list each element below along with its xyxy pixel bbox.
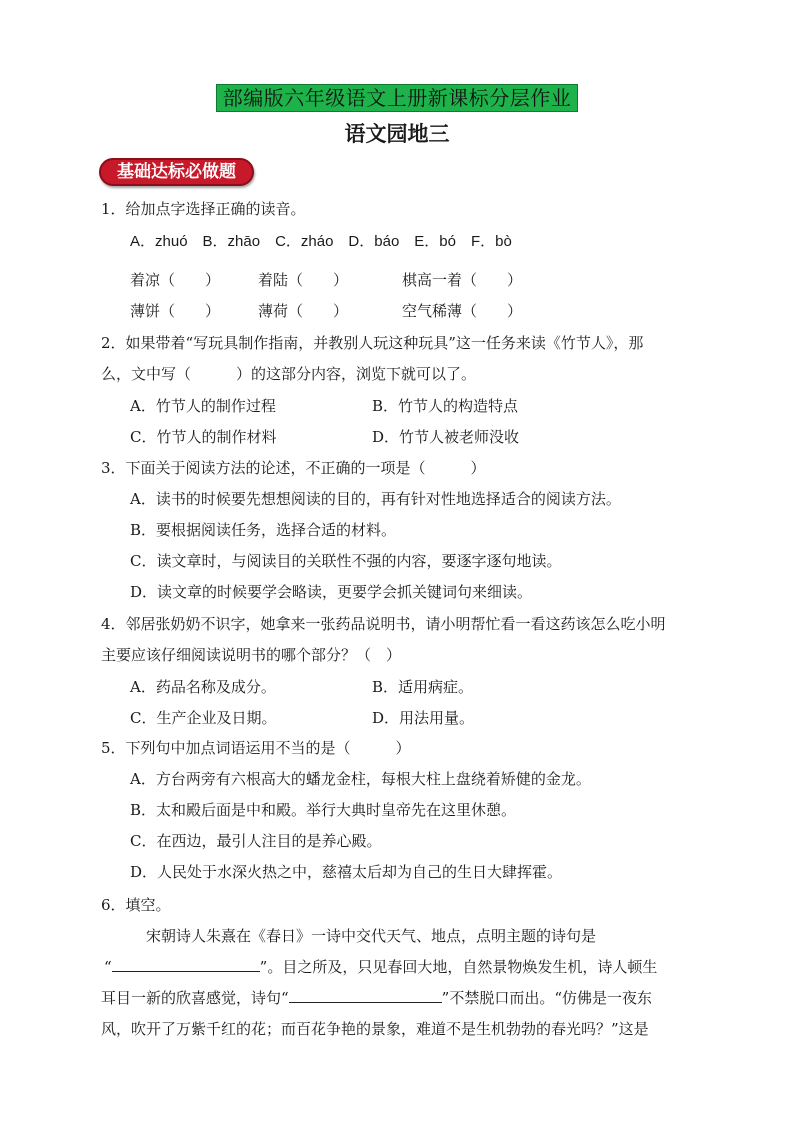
q3-option: B．要根据阅读任务，选择合适的材料。: [130, 521, 397, 539]
q3-stem: 3．下面关于阅读方法的论述，不正确的一项是（ ）: [101, 459, 486, 477]
q3-option: A．读书的时候要先想想阅读的目的，再有针对性地选择适合的阅读方法。: [130, 490, 621, 508]
q6-text: “: [104, 958, 112, 976]
q6-text: ”不禁脱口而出。“仿佛是一夜东: [441, 989, 653, 1007]
q2-option: C．竹节人的制作材料: [130, 428, 277, 446]
q1-item: 棋高一着（ ）: [402, 271, 523, 289]
q4-stem-cont: 主要应该仔细阅读说明书的哪个部分？（ ）: [101, 646, 402, 664]
q1-item: 着陆（ ）: [258, 271, 349, 289]
q3-option: C．读文章时，与阅读目的关联性不强的内容，要逐字逐句地读。: [130, 552, 562, 570]
q4-option: C．生产企业及日期。: [130, 709, 277, 727]
q1-item: 空气稀薄（ ）: [402, 302, 523, 320]
q2-option: B．竹节人的构造特点: [372, 397, 519, 415]
q6-paragraph-line: [101, 988, 652, 1008]
q2-option: A．竹节人的制作过程: [130, 397, 276, 415]
q1-pinyin-choices: A．zhuó B．zhāo C．zháo D．báo E．bó F．bò: [130, 233, 512, 250]
worksheet-title-banner: 部编版六年级语文上册新课标分层作业: [216, 84, 578, 112]
q5-option: D．人民处于水深火热之中，慈禧太后却为自己的生日大肆挥霍。: [130, 863, 563, 881]
fill-blank[interactable]: [289, 988, 442, 1003]
q1-item: 薄饼（ ）: [130, 302, 221, 320]
q4-option: D．用法用量。: [372, 709, 475, 727]
q5-option: A．方台两旁有六根高大的蟠龙金柱，每根大柱上盘绕着矫健的金龙。: [130, 770, 591, 788]
q5-stem: 5．下列句中加点词语运用不当的是（ ）: [101, 739, 411, 757]
q5-option: B．太和殿后面是中和殿。举行大典时皇帝先在这里休憩。: [130, 801, 517, 819]
q6-text: 耳目一新的欣喜感觉，诗句“: [101, 989, 289, 1007]
q6-paragraph-line: [104, 957, 657, 977]
section-badge: 基础达标必做题: [99, 158, 254, 186]
q1-item: 薄荷（ ）: [258, 302, 349, 320]
q4-option: B．适用病症。: [372, 678, 474, 696]
q3-option: D．读文章的时候要学会略读，更要学会抓关键词句来细读。: [130, 583, 533, 601]
q2-stem: 2．如果带着“写玩具制作指南，并教别人玩这种玩具”这一任务来读《竹节人》，那: [101, 334, 644, 352]
q6-paragraph-line: 宋朝诗人朱熹在《春日》一诗中交代天气、地点，点明主题的诗句是: [146, 927, 597, 945]
q6-stem: 6．填空。: [101, 896, 171, 914]
q1-stem: 1．给加点字选择正确的读音。: [101, 200, 306, 218]
q2-option: D．竹节人被老师没收: [372, 428, 520, 446]
q6-text: ”。目之所及，只见春回大地，自然景物焕发生机，诗人顿生: [259, 958, 658, 976]
q4-option: A．药品名称及成分。: [130, 678, 276, 696]
q5-option: C．在西边，最引人注目的是养心殿。: [130, 832, 382, 850]
q6-paragraph-line: 风，吹开了万紫千红的花；而百花争艳的景象，难道不是生机勃勃的春光吗？”这是: [101, 1020, 649, 1038]
lesson-title: 语文园地三: [344, 122, 450, 146]
q4-stem: 4．邻居张奶奶不识字，她拿来一张药品说明书，请小明帮忙看一看这药该怎么吃小明: [101, 615, 666, 633]
q1-item: 着凉（ ）: [130, 271, 221, 289]
q2-stem-cont: 么，文中写（ ）的这部分内容，浏览下就可以了。: [101, 365, 477, 383]
fill-blank[interactable]: [112, 957, 260, 972]
